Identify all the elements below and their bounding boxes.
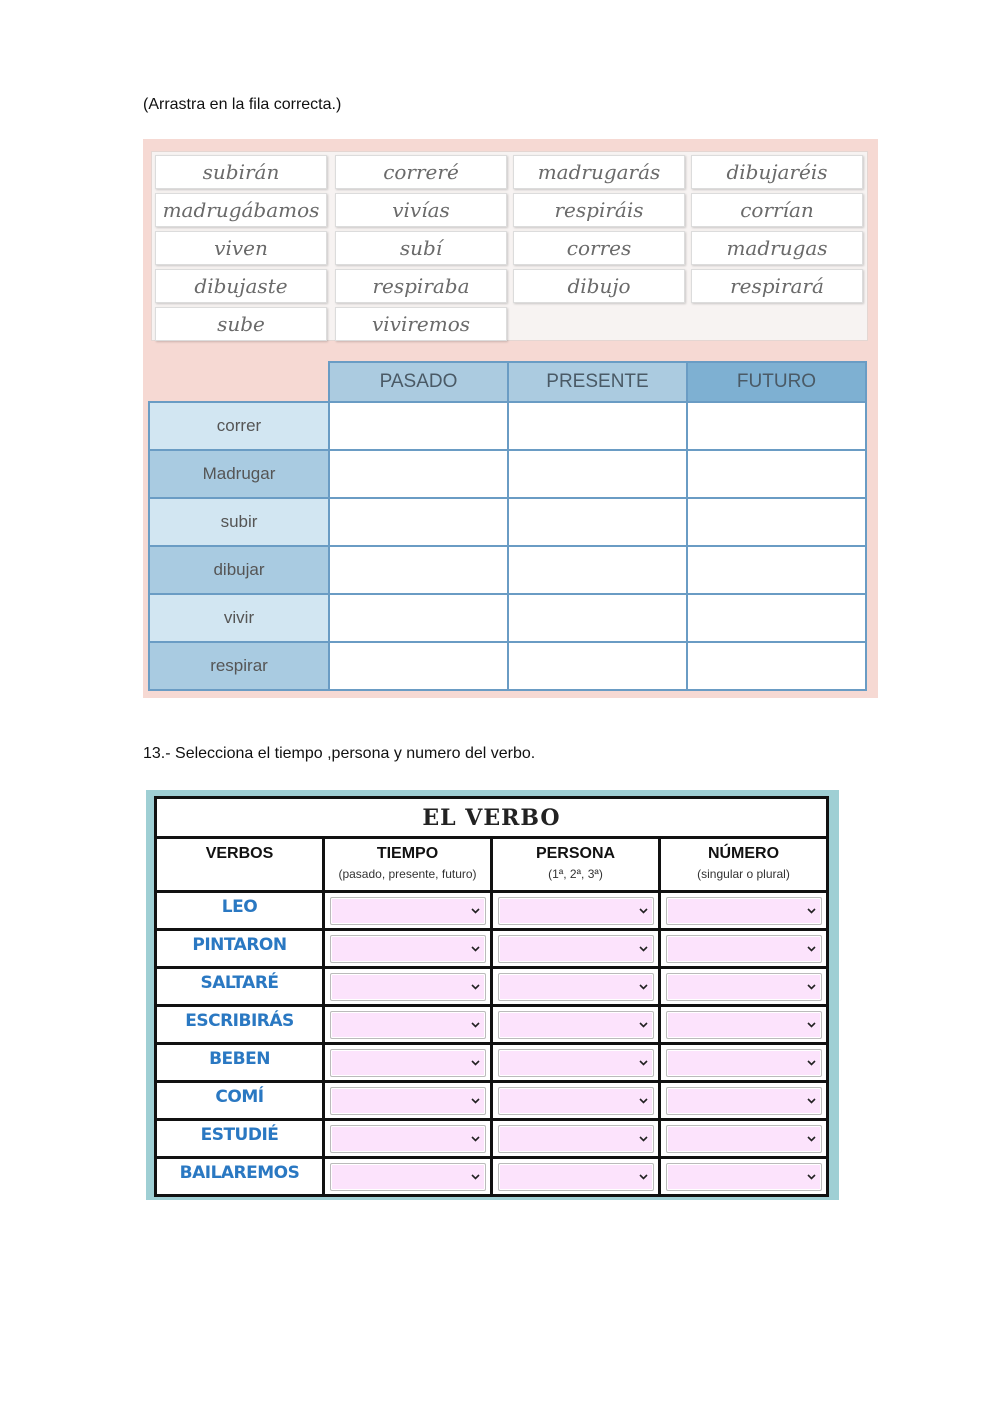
header-persona-hint: (1ª, 2ª, 3ª)	[548, 867, 603, 881]
drop-zone-vivir-futuro[interactable]	[687, 594, 866, 642]
drop-zone-correr-pasado[interactable]	[329, 402, 508, 450]
word-tile[interactable]: viven	[155, 231, 327, 265]
persona-select[interactable]	[498, 1163, 654, 1191]
word-tile[interactable]: madrugábamos	[155, 193, 327, 227]
verbo-table	[154, 796, 829, 1197]
numero-select[interactable]	[666, 1125, 822, 1153]
drop-zone-madrugar-presente[interactable]	[508, 450, 687, 498]
tiempo-select[interactable]	[330, 1125, 486, 1153]
verb-label: ESCRIBIRÁS	[156, 1006, 324, 1044]
table-row	[149, 402, 866, 450]
word-tile[interactable]: dibujo	[513, 269, 685, 303]
drop-zone-vivir-pasado[interactable]	[329, 594, 508, 642]
drop-zone-subir-futuro[interactable]	[687, 498, 866, 546]
select-cell	[660, 1082, 828, 1120]
select-cell	[324, 930, 492, 968]
persona-select[interactable]	[498, 897, 654, 925]
word-tile[interactable]: corres	[513, 231, 685, 265]
row-header-respirar: respirar	[149, 642, 329, 690]
tiempo-select[interactable]	[330, 1087, 486, 1115]
drop-zone-madrugar-futuro[interactable]	[687, 450, 866, 498]
select-cell	[324, 1044, 492, 1082]
verb-label: PINTARON	[156, 930, 324, 968]
select-cell	[660, 968, 828, 1006]
table-row	[156, 1120, 828, 1158]
header-numero-label: NÚMERO	[707, 845, 780, 862]
verb-label: SALTARÉ	[156, 968, 324, 1006]
select-cell	[492, 1082, 660, 1120]
drag-instruction: (Arrastra en la fila correcta.)	[143, 96, 342, 113]
numero-select[interactable]	[666, 897, 822, 925]
row-header-subir: subir	[149, 498, 329, 546]
persona-select[interactable]	[498, 1049, 654, 1077]
select-cell	[660, 892, 828, 930]
word-tile[interactable]: correré	[335, 155, 507, 189]
word-bank	[151, 151, 868, 341]
select-cell	[492, 930, 660, 968]
table-row	[156, 892, 828, 930]
table-row	[149, 546, 866, 594]
select-cell	[660, 1006, 828, 1044]
drop-zone-dibujar-presente[interactable]	[508, 546, 687, 594]
table-row	[149, 498, 866, 546]
select-cell	[324, 968, 492, 1006]
numero-select[interactable]	[666, 935, 822, 963]
select-cell	[324, 892, 492, 930]
drop-zone-correr-presente[interactable]	[508, 402, 687, 450]
header-persona-label: PERSONA	[535, 845, 616, 862]
word-tile[interactable]: viviremos	[335, 307, 507, 341]
drop-zone-subir-presente[interactable]	[508, 498, 687, 546]
select-cell	[492, 1006, 660, 1044]
numero-select[interactable]	[666, 1163, 822, 1191]
word-tile[interactable]: corrían	[691, 193, 863, 227]
table-row	[149, 594, 866, 642]
select-cell	[324, 1120, 492, 1158]
word-tile[interactable]: respiraba	[335, 269, 507, 303]
drop-zone-subir-pasado[interactable]	[329, 498, 508, 546]
row-header-correr: correr	[149, 402, 329, 450]
word-tile[interactable]: respiráis	[513, 193, 685, 227]
select-cell	[324, 1158, 492, 1196]
tiempo-select[interactable]	[330, 1163, 486, 1191]
select-cell	[660, 1044, 828, 1082]
header-verbos-label: VERBOS	[205, 845, 274, 862]
word-tile[interactable]: dibujaréis	[691, 155, 863, 189]
header-verbos	[156, 838, 324, 892]
verb-label: LEO	[156, 892, 324, 930]
row-header-vivir: vivir	[149, 594, 329, 642]
header-persona	[492, 838, 660, 892]
drop-zone-correr-futuro[interactable]	[687, 402, 866, 450]
select-cell	[324, 1082, 492, 1120]
tiempo-select[interactable]	[330, 897, 486, 925]
verb-label: BAILAREMOS	[156, 1158, 324, 1196]
header-tiempo-hint: (pasado, presente, futuro)	[338, 867, 477, 881]
table-row	[149, 642, 866, 690]
verbo-title: EL VERBO	[156, 798, 828, 838]
select-cell	[492, 1044, 660, 1082]
persona-select[interactable]	[498, 1125, 654, 1153]
word-tile[interactable]: madrugarás	[513, 155, 685, 189]
drop-zone-respirar-futuro[interactable]	[687, 642, 866, 690]
table-row	[156, 930, 828, 968]
word-tile[interactable]: vivías	[335, 193, 507, 227]
word-tile[interactable]: madrugas	[691, 231, 863, 265]
drop-zone-dibujar-futuro[interactable]	[687, 546, 866, 594]
table-row	[156, 1006, 828, 1044]
verb-label: BEBEN	[156, 1044, 324, 1082]
drop-zone-respirar-pasado[interactable]	[329, 642, 508, 690]
tiempo-select[interactable]	[330, 973, 486, 1001]
persona-select[interactable]	[498, 1011, 654, 1039]
select-cell	[492, 1158, 660, 1196]
header-numero-hint: (singular o plural)	[697, 867, 790, 881]
column-header-pasado: PASADO	[329, 362, 508, 402]
numero-select[interactable]	[666, 1087, 822, 1115]
header-tiempo-label: TIEMPO	[376, 845, 439, 862]
drop-zone-vivir-presente[interactable]	[508, 594, 687, 642]
table-row	[156, 968, 828, 1006]
table-row	[149, 450, 866, 498]
persona-select[interactable]	[498, 1087, 654, 1115]
select-cell	[324, 1006, 492, 1044]
column-header-presente: PRESENTE	[508, 362, 687, 402]
word-tile[interactable]: respirará	[691, 269, 863, 303]
select-cell	[492, 1120, 660, 1158]
tiempo-select[interactable]	[330, 1049, 486, 1077]
table-row	[156, 1044, 828, 1082]
numero-select[interactable]	[666, 1049, 822, 1077]
tiempo-select[interactable]	[330, 935, 486, 963]
drop-zone-dibujar-pasado[interactable]	[329, 546, 508, 594]
select-cell	[660, 1120, 828, 1158]
column-header-futuro: FUTURO	[687, 362, 866, 402]
row-header-madrugar: Madrugar	[149, 450, 329, 498]
verb-label: COMÍ	[156, 1082, 324, 1120]
table-row	[156, 1158, 828, 1196]
header-numero	[660, 838, 828, 892]
select-cell	[492, 968, 660, 1006]
verbo-exercise-panel	[146, 790, 839, 1200]
word-tile[interactable]: subí	[335, 231, 507, 265]
word-tile[interactable]: dibujaste	[155, 269, 327, 303]
drag-exercise-panel	[143, 139, 878, 698]
drop-zone-respirar-presente[interactable]	[508, 642, 687, 690]
table-corner	[149, 362, 329, 402]
numero-select[interactable]	[666, 973, 822, 1001]
word-tile[interactable]: subirán	[155, 155, 327, 189]
drop-zone-madrugar-pasado[interactable]	[329, 450, 508, 498]
select-instruction: 13.- Selecciona el tiempo ,persona y numero del verbo.	[143, 745, 536, 762]
verb-classification-table	[148, 361, 867, 691]
select-cell	[660, 930, 828, 968]
select-cell	[660, 1158, 828, 1196]
numero-select[interactable]	[666, 1011, 822, 1039]
persona-select[interactable]	[498, 973, 654, 1001]
word-tile[interactable]: sube	[155, 307, 327, 341]
table-row	[156, 1082, 828, 1120]
select-cell	[492, 892, 660, 930]
header-tiempo	[324, 838, 492, 892]
persona-select[interactable]	[498, 935, 654, 963]
tiempo-select[interactable]	[330, 1011, 486, 1039]
verb-label: ESTUDIÉ	[156, 1120, 324, 1158]
row-header-dibujar: dibujar	[149, 546, 329, 594]
